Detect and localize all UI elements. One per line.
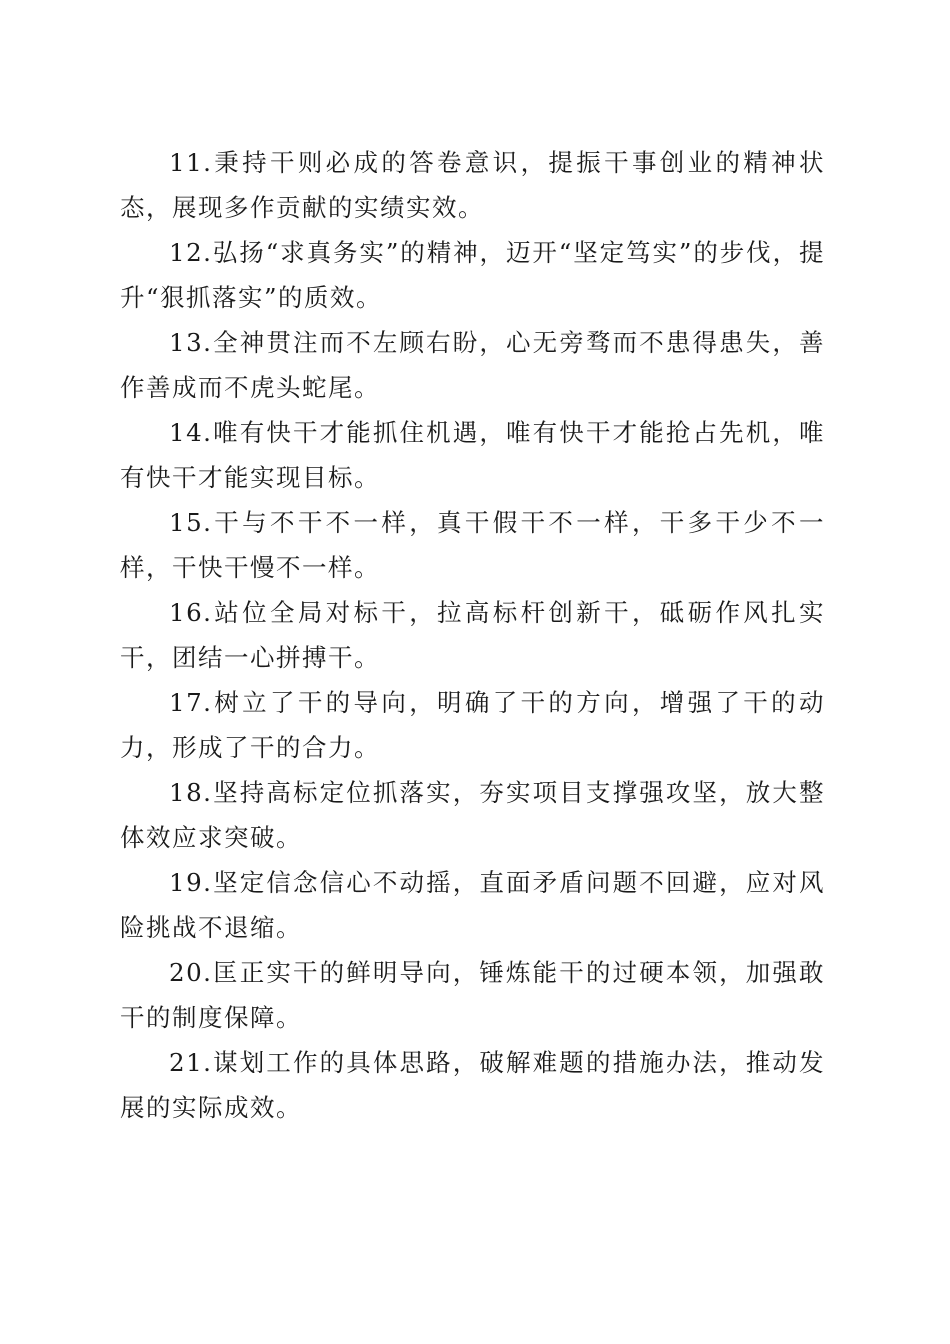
paragraph-14: 14.唯有快干才能抓住机遇，唯有快干才能抢占先机，唯有快干才能实现目标。: [120, 418, 825, 492]
paragraph-20: 20.匡正实干的鲜明导向，锤炼能干的过硬本领，加强敢干的制度保障。: [120, 958, 825, 1032]
paragraph-16: 16.站位全局对标干，拉高标杆创新干，砥砺作风扎实干，团结一心拼搏干。: [120, 598, 825, 672]
paragraph-21: 21.谋划工作的具体思路，破解难题的措施办法，推动发展的实际成效。: [120, 1048, 825, 1122]
paragraph-17: 17.树立了干的导向，明确了干的方向，增强了干的动力，形成了干的合力。: [120, 688, 825, 762]
paragraph-19: 19.坚定信念信心不动摇，直面矛盾问题不回避，应对风险挑战不退缩。: [120, 868, 825, 942]
paragraph-15: 15.干与不干不一样，真干假干不一样，干多干少不一样，干快干慢不一样。: [120, 508, 825, 582]
paragraph-12: 12.弘扬“求真务实”的精神，迈开“坚定笃实”的步伐，提升“狠抓落实”的质效。: [120, 238, 825, 312]
document-body: [120, 140, 825, 1130]
paragraph-11: 11.秉持干则必成的答卷意识，提振干事创业的精神状态，展现多作贡献的实绩实效。: [120, 148, 825, 222]
paragraph-13: 13.全神贯注而不左顾右盼，心无旁骛而不患得患失，善作善成而不虎头蛇尾。: [120, 328, 825, 402]
paragraph-18: 18.坚持高标定位抓落实，夯实项目支撑强攻坚，放大整体效应求突破。: [120, 778, 825, 852]
